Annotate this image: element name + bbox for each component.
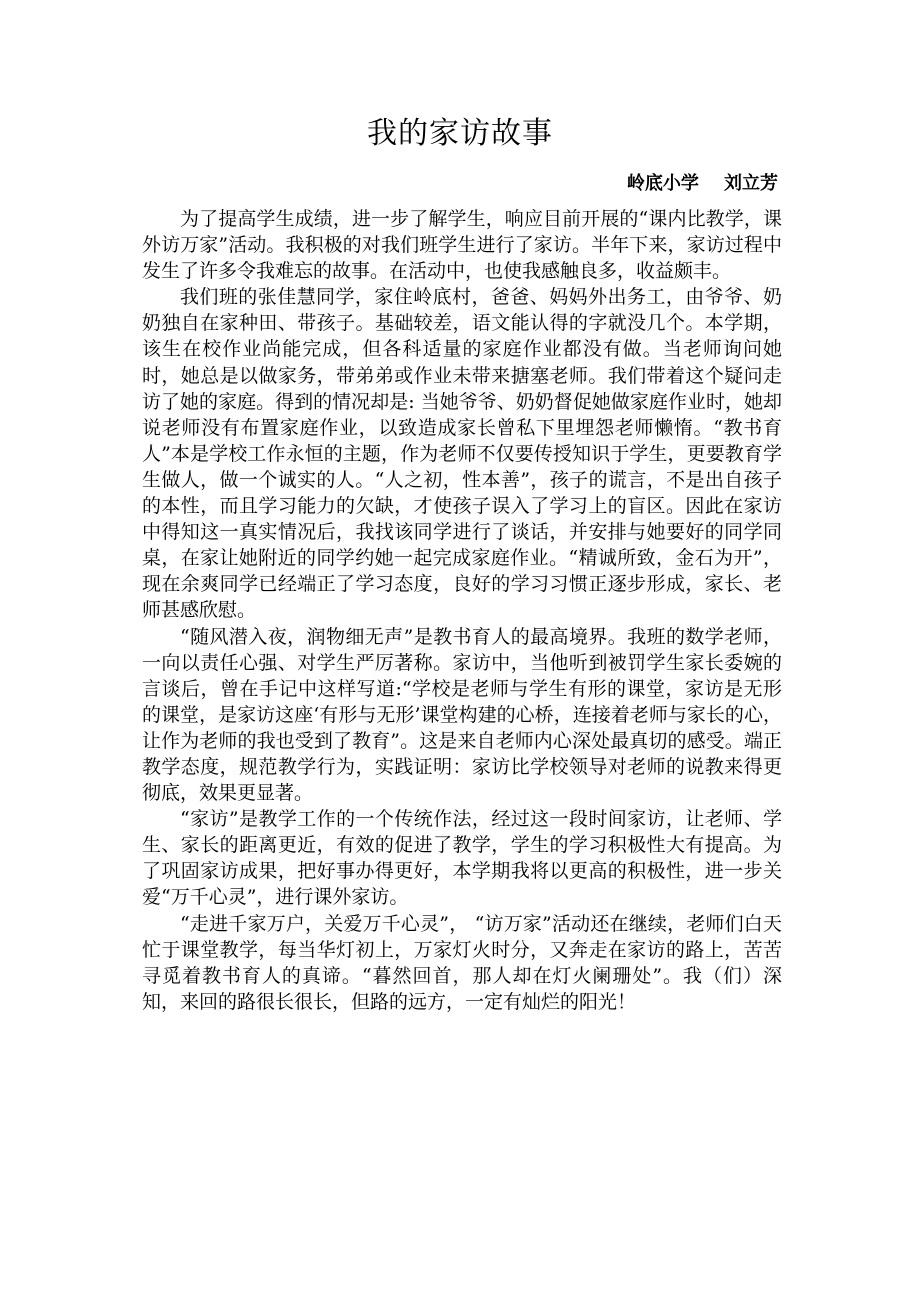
paragraph: 为了提高学生成绩，进一步了解学生，响应目前开展的“课内比教学，课外访万家”活动。我积极的对我们班学生进行了家访。半年下来，家访过程中发生了许多令我难忘的故事。在活动中，也使我感触良多，收益颇丰。 xyxy=(142,208,782,283)
paragraph: “走进千家万户，关爱万千心灵”， “访万家”活动还在继续，老师们白天忙于课堂教学，每当华灯初上，万家灯火时分，又奔走在家访的路上，苦苦寻觅着教书育人的真谛。“暮然回首，那人却在灯火阑珊处”。我（们）深知，来回的路很长很长，但路的远方，一定有灿烂的阳光！ xyxy=(142,912,782,1013)
document-title: 我的家访故事 xyxy=(367,116,553,151)
author-byline: 岭底小学 刘立芳 xyxy=(626,173,778,194)
document-body xyxy=(142,206,782,1015)
paragraph: 我们班的张佳慧同学，家住岭底村，爸爸、妈妈外出务工，由爷爷、奶奶独自在家种田、带孩子。基础较差，语文能认得的字就没几个。本学期，该生在校作业尚能完成，但各科适量的家庭作业都没有做。当老师询问她时，她总是以做家务，带弟弟或作业未带来搪塞老师。我们带着这个疑问走访了她的家庭。得到的情况却是: 当她爷爷、奶奶督促她做家庭作业时，她却说老师没有布置家庭作业，以致造成家长曾私下里埋怨老师懒惰。“教书育人”本是学校工作永恒的主题，作为老师不仅要传授知识于学生，更要教育学生做人，做一个诚实的人。“人之初，性本善”，孩子的谎言，不是出自孩子的本性，而且学习能力的欠缺，才使孩子误入了学习上的盲区。因此在家访中得知这一真实情况后，我找该同学进行了谈话，并安排与她要好的同学同桌，在家让她附近的同学约她一起完成家庭作业。“精诚所致，金石为开”，现在余爽同学已经端正了学习态度，良好的学习习惯正逐步形成，家长、老师甚感欣慰。 xyxy=(142,286,782,622)
paragraph: “家访”是教学工作的一个传统作法，经过这一段时间家访，让老师、学生、家长的距离更近，有效的促进了教学，学生的学习积极性大有提高。为了巩固家访成果，把好事办得更好，本学期我将以更高的积极性，进一步关爱“万千心灵”，进行课外家访。 xyxy=(142,808,782,909)
paragraph: “随风潜入夜，润物细无声”是教书育人的最高境界。我班的数学老师，一向以责任心强、对学生严厉著称。家访中，当他听到被罚学生家长委婉的言谈后，曾在手记中这样写道:“学校是老师与学生有形的课堂，家访是无形的课堂，是家访这座‘有形与无形’课堂构建的心桥，连接着老师与家长的心，让作为老师的我也受到了教育”。这是来自老师内心深处最真切的感受。端正教学态度，规范教学行为，实践证明：家访比学校领导对老师的说教来得更彻底，效果更显著。 xyxy=(142,625,782,805)
